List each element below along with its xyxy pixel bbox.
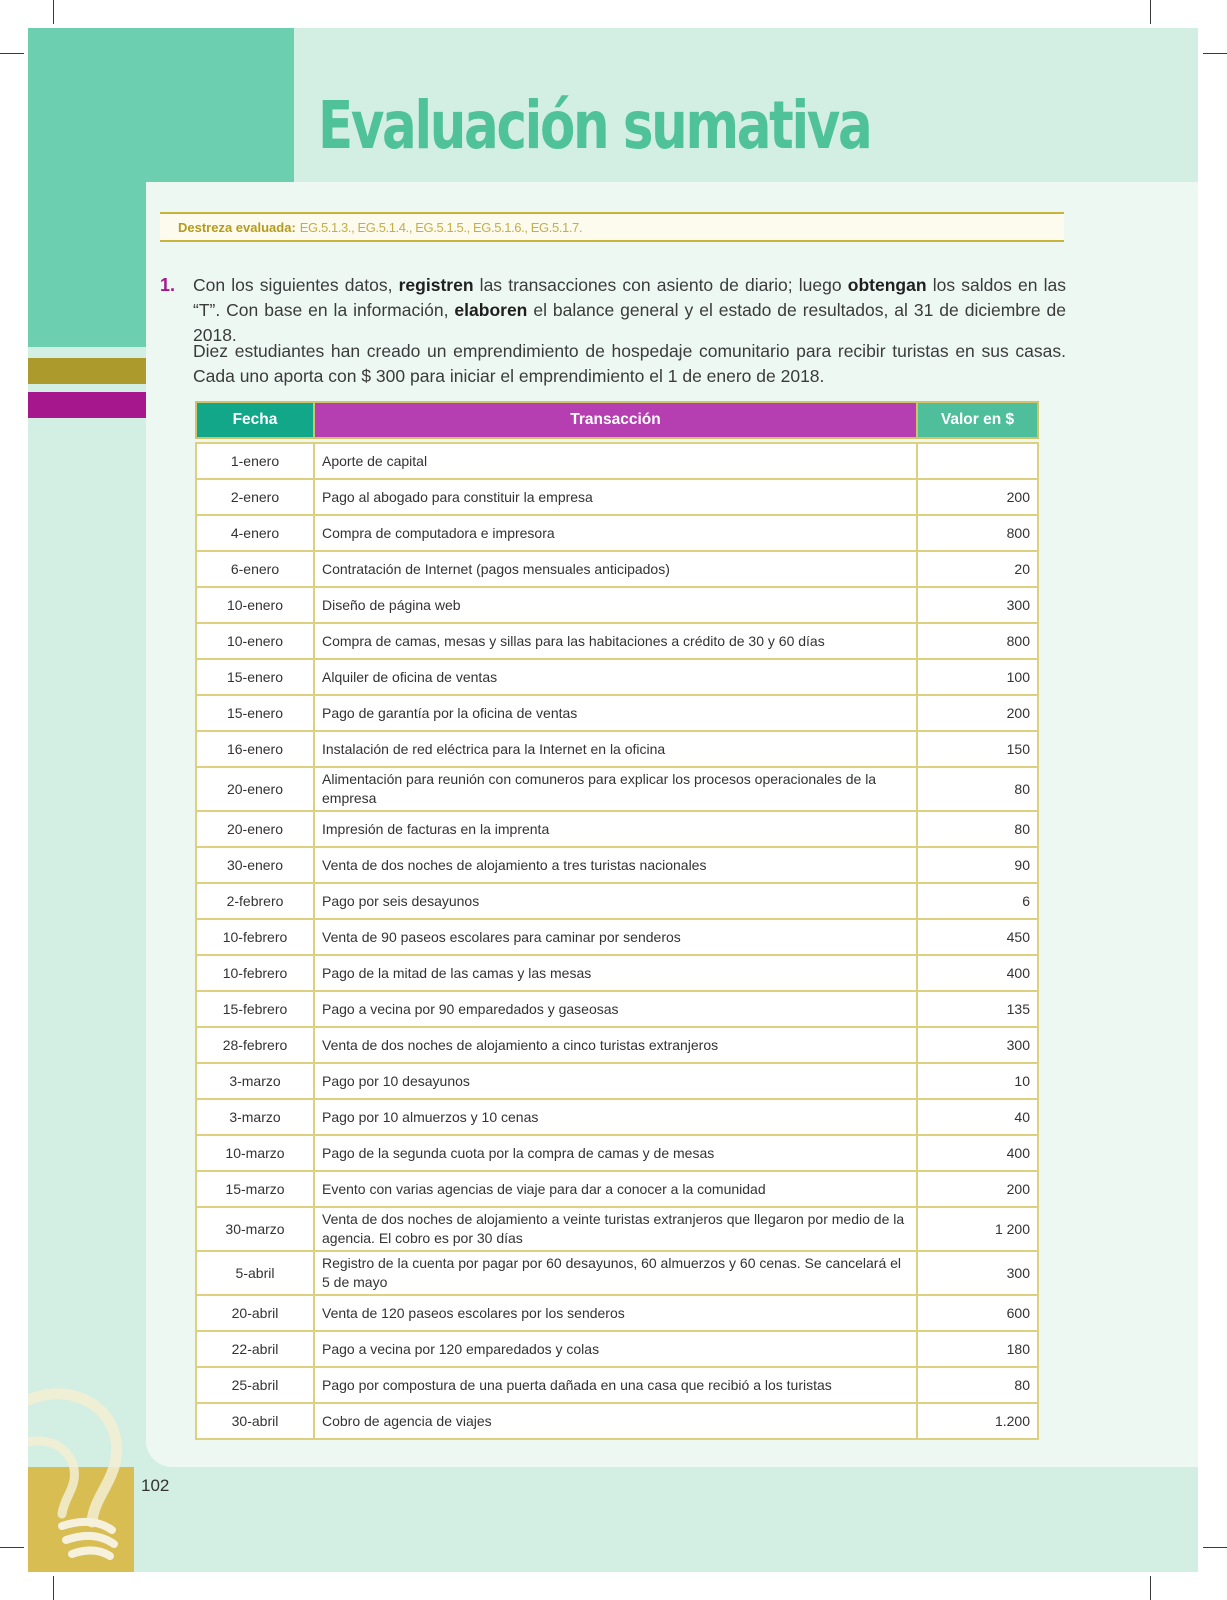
table-row bbox=[196, 767, 1038, 811]
cell-date: 25-abril bbox=[196, 1367, 314, 1403]
skill-codes: EG.5.1.3., EG.5.1.4., EG.5.1.5., EG.5.1.6., EG.5.1.7. bbox=[299, 219, 583, 235]
page-number: 102 bbox=[141, 1476, 170, 1495]
cell-transaction: Pago de la mitad de las camas y las mesas bbox=[314, 955, 917, 991]
cell-date: 16-enero bbox=[196, 731, 314, 767]
cell-transaction: Pago a vecina por 120 emparedados y colas bbox=[314, 1331, 917, 1367]
cell-date: 20-abril bbox=[196, 1295, 314, 1331]
cell-date: 3-marzo bbox=[196, 1063, 314, 1099]
cell-value: 80 bbox=[917, 1367, 1038, 1403]
table-body bbox=[196, 438, 1038, 1439]
cell-value: 300 bbox=[917, 1027, 1038, 1063]
cell-value: 300 bbox=[917, 587, 1038, 623]
cell-value: 1.200 bbox=[917, 1403, 1038, 1439]
table-row bbox=[196, 443, 1038, 479]
crop-mark bbox=[1150, 0, 1151, 24]
cell-value: 100 bbox=[917, 659, 1038, 695]
lightbulb-icon bbox=[28, 1380, 134, 1572]
cell-transaction: Venta de dos noches de alojamiento a tres turistas nacionales bbox=[314, 847, 917, 883]
question-number: 1. bbox=[160, 275, 176, 295]
cell-value: 40 bbox=[917, 1099, 1038, 1135]
cell-transaction: Impresión de facturas en la imprenta bbox=[314, 811, 917, 847]
cell-transaction: Pago al abogado para constituir la empresa bbox=[314, 479, 917, 515]
cell-date: 20-enero bbox=[196, 767, 314, 811]
cell-date: 6-enero bbox=[196, 551, 314, 587]
table-row bbox=[196, 1171, 1038, 1207]
cell-date: 4-enero bbox=[196, 515, 314, 551]
cell-transaction: Pago por seis desayunos bbox=[314, 883, 917, 919]
cell-value: 800 bbox=[917, 623, 1038, 659]
table-row bbox=[196, 659, 1038, 695]
header-date: Fecha bbox=[196, 402, 314, 438]
table-row bbox=[196, 1367, 1038, 1403]
cell-transaction: Venta de 90 paseos escolares para caminar por senderos bbox=[314, 919, 917, 955]
table-row bbox=[196, 811, 1038, 847]
cell-date: 20-enero bbox=[196, 811, 314, 847]
cell-transaction: Instalación de red eléctrica para la Internet en la oficina bbox=[314, 731, 917, 767]
table-row bbox=[196, 919, 1038, 955]
table-row bbox=[196, 515, 1038, 551]
magenta-stripe bbox=[28, 392, 146, 418]
cell-value: 90 bbox=[917, 847, 1038, 883]
table-row bbox=[196, 623, 1038, 659]
cell-value: 135 bbox=[917, 991, 1038, 1027]
cell-transaction: Venta de 120 paseos escolares por los senderos bbox=[314, 1295, 917, 1331]
cell-date: 28-febrero bbox=[196, 1027, 314, 1063]
olive-stripe bbox=[28, 358, 146, 384]
cell-date: 5-abril bbox=[196, 1251, 314, 1295]
header-value: Valor en $ bbox=[917, 402, 1038, 438]
cell-date: 15-enero bbox=[196, 659, 314, 695]
cell-value: 80 bbox=[917, 811, 1038, 847]
cell-value: 180 bbox=[917, 1331, 1038, 1367]
cell-transaction: Compra de computadora e impresora bbox=[314, 515, 917, 551]
cell-value: 1 200 bbox=[917, 1207, 1038, 1251]
skill-label: Destreza evaluada: bbox=[178, 219, 296, 235]
cell-transaction: Pago por 10 almuerzos y 10 cenas bbox=[314, 1099, 917, 1135]
crop-mark bbox=[1203, 1547, 1227, 1548]
table-row bbox=[196, 955, 1038, 991]
instruction-paragraph bbox=[193, 273, 1066, 348]
cell-value: 20 bbox=[917, 551, 1038, 587]
cell-value: 80 bbox=[917, 767, 1038, 811]
table-row bbox=[196, 1403, 1038, 1439]
instruction-text: las transacciones con asiento de diario; luego bbox=[473, 275, 848, 295]
table-row bbox=[196, 1207, 1038, 1251]
cell-date: 30-abril bbox=[196, 1403, 314, 1439]
cell-value bbox=[917, 443, 1038, 479]
cell-value: 200 bbox=[917, 479, 1038, 515]
cell-value: 10 bbox=[917, 1063, 1038, 1099]
cell-transaction: Venta de dos noches de alojamiento a veinte turistas extranjeros que llegaron por medio de la agencia. El cobro es por 30 días bbox=[314, 1207, 917, 1251]
table-row bbox=[196, 991, 1038, 1027]
cell-date: 30-enero bbox=[196, 847, 314, 883]
cell-value: 400 bbox=[917, 1135, 1038, 1171]
context-paragraph: Diez estudiantes han creado un emprendimiento de hospedaje comunitario para recibir turistas en sus casas. Cada uno aporta con $ 300 para iniciar el emprendimiento el 1 de enero de 2018. bbox=[193, 341, 1066, 386]
cell-date: 2-enero bbox=[196, 479, 314, 515]
table-row bbox=[196, 1331, 1038, 1367]
cell-value: 800 bbox=[917, 515, 1038, 551]
cell-transaction: Alquiler de oficina de ventas bbox=[314, 659, 917, 695]
cell-transaction: Pago por 10 desayunos bbox=[314, 1063, 917, 1099]
table-row bbox=[196, 731, 1038, 767]
cell-value: 450 bbox=[917, 919, 1038, 955]
cell-date: 30-marzo bbox=[196, 1207, 314, 1251]
cell-date: 22-abril bbox=[196, 1331, 314, 1367]
cell-date: 15-marzo bbox=[196, 1171, 314, 1207]
instruction-text: Con los siguientes datos, bbox=[193, 275, 399, 295]
table-row bbox=[196, 551, 1038, 587]
cell-transaction: Contratación de Internet (pagos mensuales anticipados) bbox=[314, 551, 917, 587]
skill-box bbox=[160, 212, 1064, 242]
cell-value: 6 bbox=[917, 883, 1038, 919]
transactions-table bbox=[195, 401, 1039, 1440]
cell-transaction: Pago a vecina por 90 emparedados y gaseosas bbox=[314, 991, 917, 1027]
table-row bbox=[196, 1063, 1038, 1099]
table-row bbox=[196, 1251, 1038, 1295]
instruction-text: los saldos en las “T”. Con base en la información, bbox=[193, 275, 1066, 320]
crop-mark bbox=[53, 0, 54, 24]
instruction-text: el balance general y el estado de resultados, al 31 de diciembre de 2018. bbox=[193, 300, 1066, 345]
cell-date: 10-marzo bbox=[196, 1135, 314, 1171]
cell-transaction: Aporte de capital bbox=[314, 443, 917, 479]
cell-date: 15-enero bbox=[196, 695, 314, 731]
instruction-keyword: registren bbox=[398, 275, 474, 295]
instruction-keyword: obtengan bbox=[847, 275, 927, 295]
cell-value: 200 bbox=[917, 1171, 1038, 1207]
cell-date: 10-febrero bbox=[196, 955, 314, 991]
cell-transaction: Evento con varias agencias de viaje para dar a conocer a la comunidad bbox=[314, 1171, 917, 1207]
cell-date: 10-enero bbox=[196, 623, 314, 659]
crop-mark bbox=[0, 1547, 24, 1548]
table-row bbox=[196, 1027, 1038, 1063]
table-row bbox=[196, 847, 1038, 883]
cell-date: 1-enero bbox=[196, 443, 314, 479]
cell-transaction: Venta de dos noches de alojamiento a cinco turistas extranjeros bbox=[314, 1027, 917, 1063]
cell-date: 10-febrero bbox=[196, 919, 314, 955]
table-row bbox=[196, 587, 1038, 623]
cell-transaction: Registro de la cuenta por pagar por 60 desayunos, 60 almuerzos y 60 cenas. Se cancelará el 5 de mayo bbox=[314, 1251, 917, 1295]
cell-transaction: Pago por compostura de una puerta dañada en una casa que recibió a los turistas bbox=[314, 1367, 917, 1403]
cell-transaction: Alimentación para reunión con comuneros para explicar los procesos operacionales de la empresa bbox=[314, 767, 917, 811]
cell-value: 400 bbox=[917, 955, 1038, 991]
cell-date: 10-enero bbox=[196, 587, 314, 623]
crop-mark bbox=[53, 1576, 54, 1600]
header-transaction: Transacción bbox=[314, 402, 917, 438]
crop-mark bbox=[1150, 1576, 1151, 1600]
crop-mark bbox=[0, 53, 24, 54]
crop-mark bbox=[1203, 53, 1227, 54]
page-title: Evaluación sumativa bbox=[318, 87, 871, 164]
cell-transaction: Pago de la segunda cuota por la compra de camas y de mesas bbox=[314, 1135, 917, 1171]
table-row bbox=[196, 1135, 1038, 1171]
table-header-row bbox=[196, 402, 1038, 438]
cell-date: 3-marzo bbox=[196, 1099, 314, 1135]
instruction-keyword: elaboren bbox=[454, 300, 528, 320]
cell-transaction: Cobro de agencia de viajes bbox=[314, 1403, 917, 1439]
cell-value: 200 bbox=[917, 695, 1038, 731]
cell-transaction: Diseño de página web bbox=[314, 587, 917, 623]
table-row bbox=[196, 695, 1038, 731]
cell-value: 600 bbox=[917, 1295, 1038, 1331]
table-row bbox=[196, 479, 1038, 515]
table-row bbox=[196, 1295, 1038, 1331]
cell-transaction: Pago de garantía por la oficina de ventas bbox=[314, 695, 917, 731]
cell-value: 150 bbox=[917, 731, 1038, 767]
cell-value: 300 bbox=[917, 1251, 1038, 1295]
cell-transaction: Compra de camas, mesas y sillas para las habitaciones a crédito de 30 y 60 días bbox=[314, 623, 917, 659]
table-row bbox=[196, 883, 1038, 919]
cell-date: 2-febrero bbox=[196, 883, 314, 919]
table-row bbox=[196, 1099, 1038, 1135]
cell-date: 15-febrero bbox=[196, 991, 314, 1027]
